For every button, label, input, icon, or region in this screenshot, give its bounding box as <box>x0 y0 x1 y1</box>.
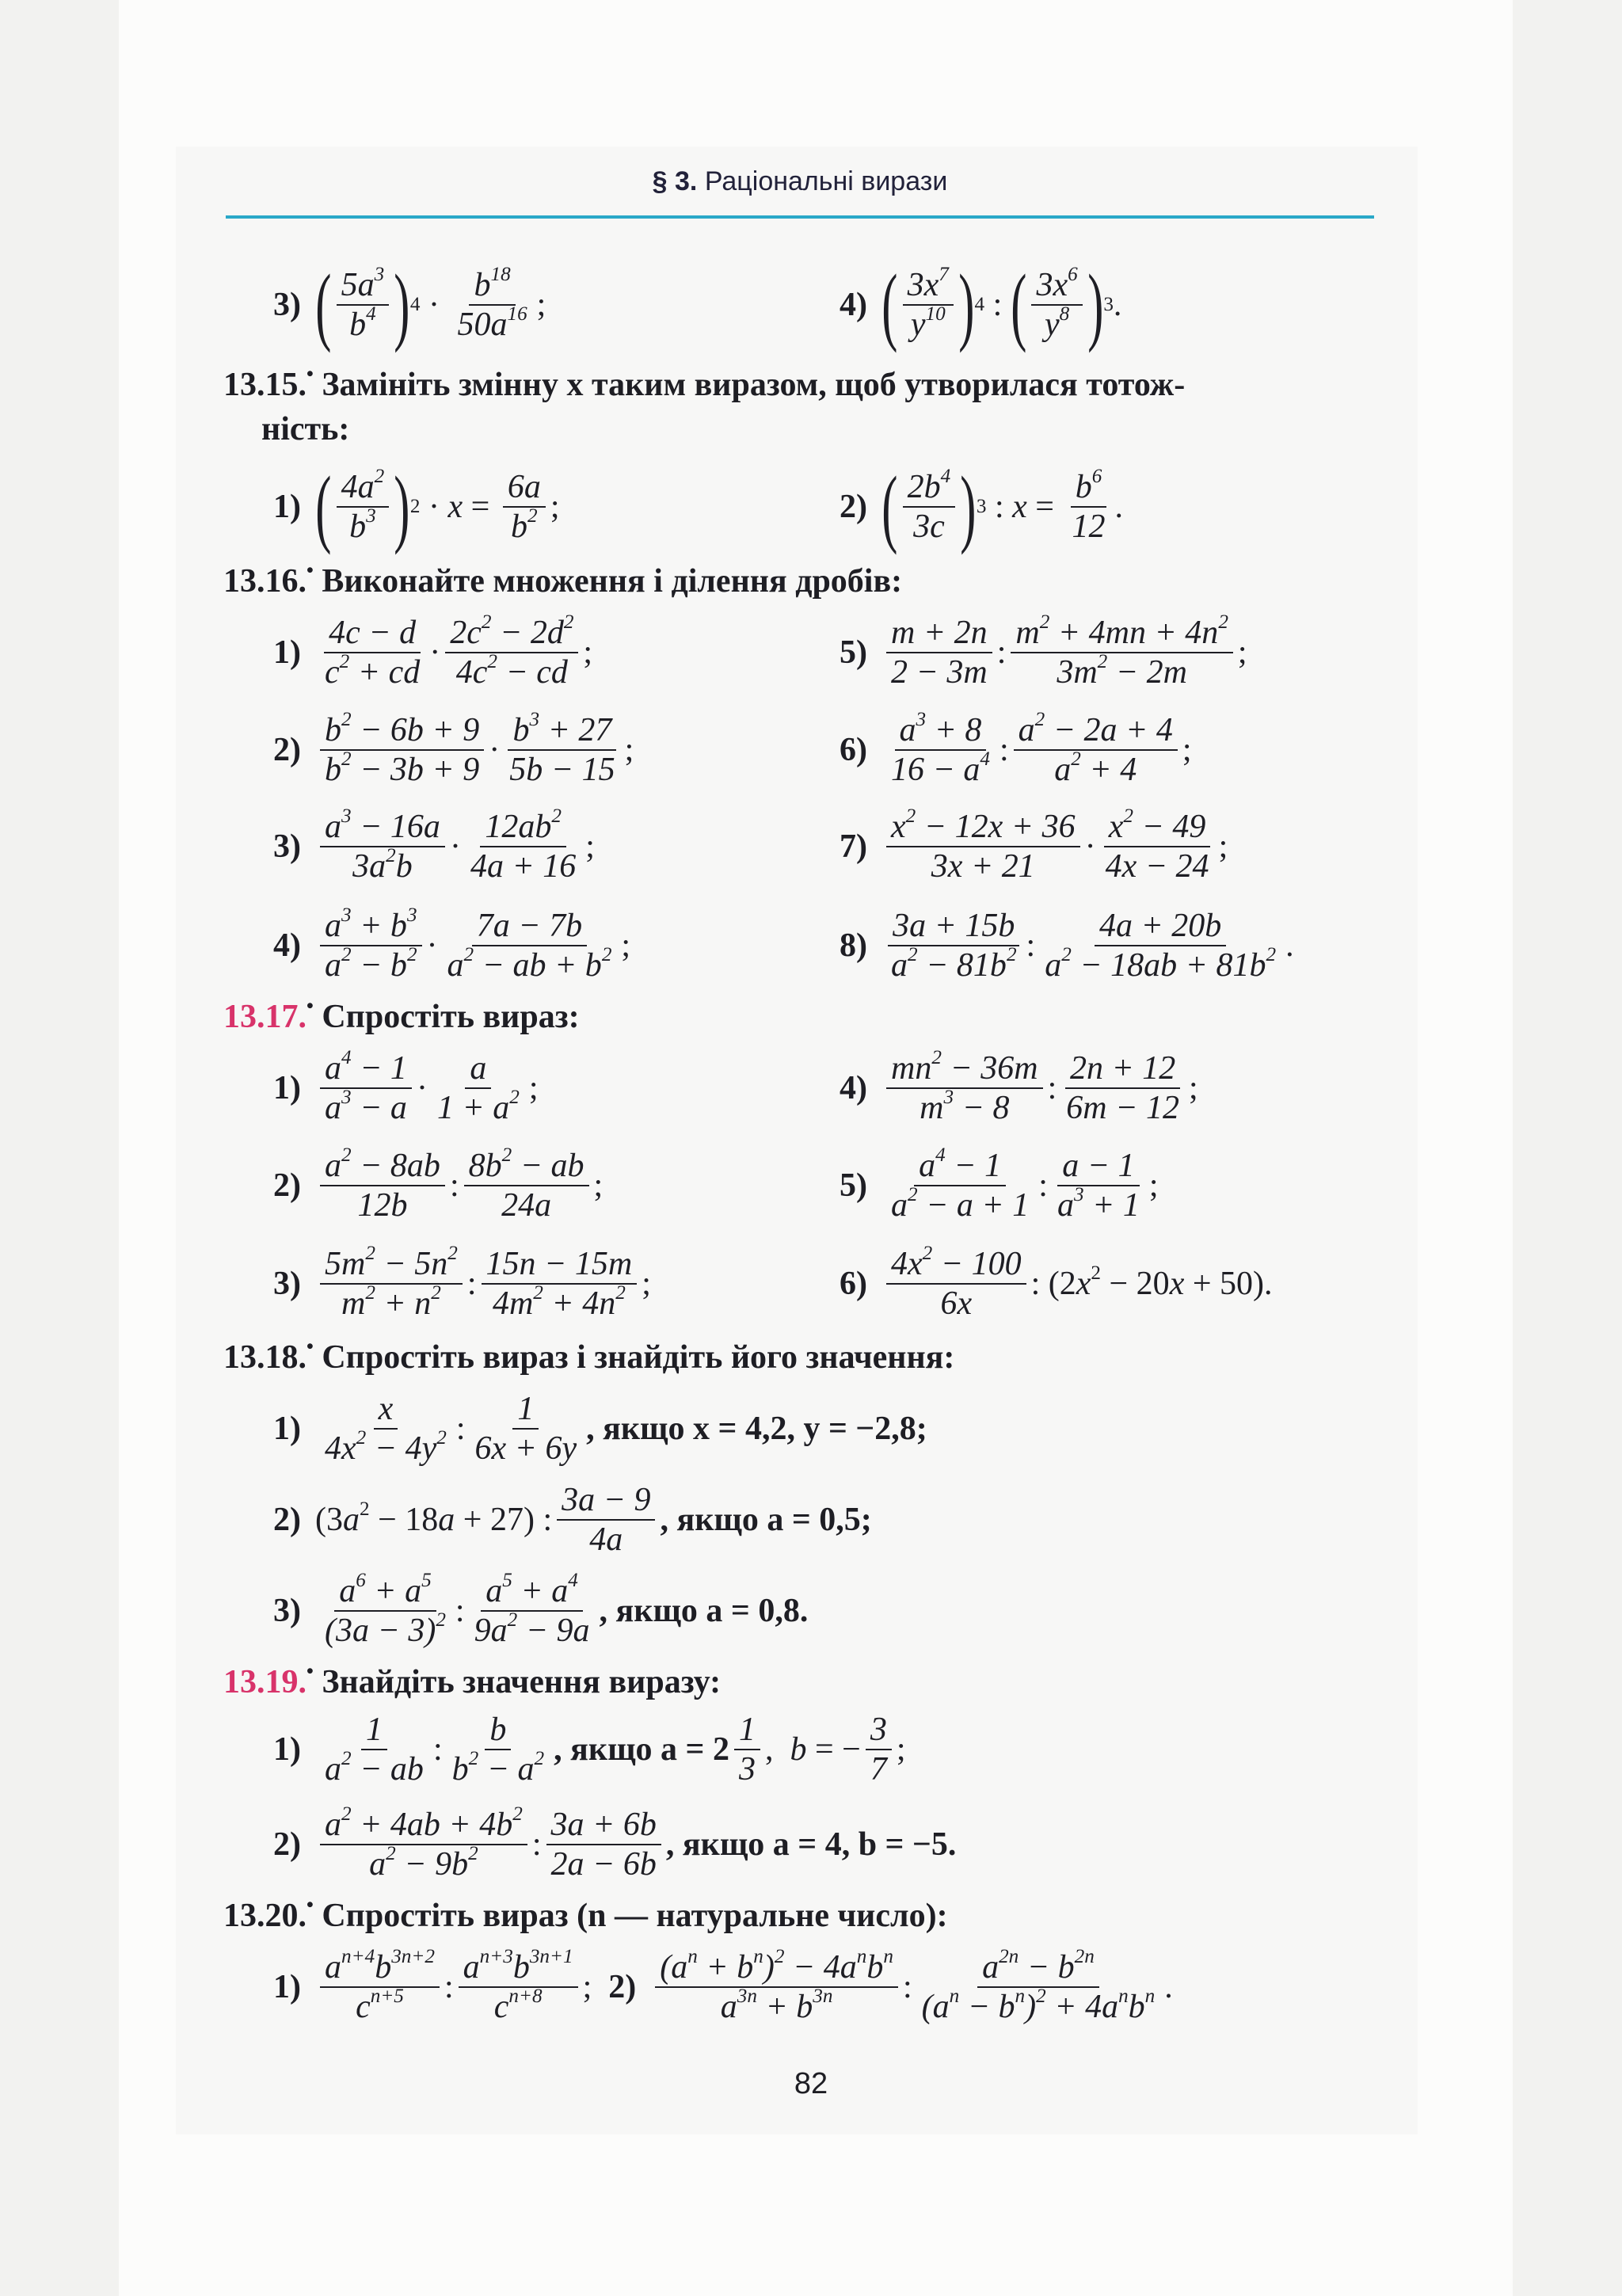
task-13-16: 13.16.• Виконайте множення і ділення дробів: <box>223 560 903 600</box>
expr-13-17-3: 3) $\frac{5m^2 - 5n^2}{m^2 + n^2}$ : $\frac{15n - 15m}{4m^2 + 4n^2}$ ; <box>273 1243 651 1323</box>
expr-13-20: 1) $\frac{a^{n+4}b^{3n+2}}{c^{n+5}}$ : $\frac{a^{n+3}b^{3n+1}}{c^{n+8}}$ ; 2) $\frac{(a^n + b^n)^2 - 4a^nb^n}{a^{3n} + b^{3n}}$ : $\frac{a^{2n} - b^{2n}}{(a^n - b^n)^2 + 4a^nb^n}$ . <box>273 1946 1173 2026</box>
expr-13-17-5: 5) $\frac{a^4 - 1}{a^2 - a + 1}$ : $\frac{a - 1}{a^3 + 1}$ ; <box>840 1144 1159 1224</box>
expr-13-16-7: 7) $\frac{x^2 - 12x + 36}{3x + 21}$ · $\frac{x^2 - 49}{4x - 24}$ ; <box>840 805 1228 885</box>
section-number: § 3. <box>652 166 698 196</box>
expr-13-17-2: 2) $\frac{a^2 - 8ab}{12b}$ : $\frac{8b^2 - ab}{24a}$ ; <box>273 1144 603 1224</box>
expr-13-14-4: 4) ( $\frac{3x^7}{y^{10}}$ ) 4 : ( $\frac{3x^6}{y^8}$ ) 3 . <box>840 257 1122 353</box>
expr-13-19-1: 1) $\frac{1}{a^2 - ab}$ : $\frac{b}{b^2 - a^2}$ , якщо a = 2 $\frac{1}{3}$ , b = − $\frac{3}{7}$ ; <box>273 1712 906 1788</box>
expr-13-16-2: 2) $\frac{b^2 - 6b + 9}{b^2 - 3b + 9}$ · $\frac{b^3 + 27}{5b - 15}$ ; <box>273 709 634 789</box>
expr-13-17-6: 6) $\frac{4x^2 - 100}{6x}$ : $(2x^2 - 20x + 50)$. <box>840 1243 1273 1323</box>
expr-13-16-4: 4) $\frac{a^3 + b^3}{a^2 - b^2}$ · $\frac{7a - 7b}{a^2 - ab + b^2}$ ; <box>273 904 631 984</box>
section-title: Раціональні вирази <box>704 166 948 196</box>
task-13-18: 13.18.• Спростіть вираз і знайдіть його значення: <box>223 1336 955 1376</box>
expr-13-15-1: 1) ( $\frac{4a^2}{b^3}$ ) 2 · x = $\frac{6a}{b^2}$ ; <box>273 459 560 555</box>
expr-13-16-6: 6) $\frac{a^3 + 8}{16 - a^4}$ : $\frac{a^2 - 2a + 4}{a^2 + 4}$ ; <box>840 709 1192 789</box>
task-13-17: 13.17.• Спростіть вираз: <box>223 996 580 1035</box>
expr-13-14-3: 3) ( $\frac{5a^3}{b^4}$ ) 4 · $\frac{b^{18}}{50a^{16}}$ ; <box>273 257 546 353</box>
running-header <box>226 166 1374 197</box>
expr-13-18-3: 3) $\frac{a^6 + a^5}{(3a - 3)^2}$ : $\frac{a^5 + a^4}{9a^2 - 9a}$ , якщо a = 0,8. <box>273 1570 809 1650</box>
task-13-15-cont: ність: <box>261 411 350 447</box>
task-13-15: 13.15.• Замініть змінну x таким виразом, щоб утворилася тотож- <box>223 364 1186 403</box>
expr-13-16-1: 1) $\frac{4c - d}{c^2 + cd}$ · $\frac{2c^2 - 2d^2}{4c^2 - cd}$ ; <box>273 611 593 691</box>
expr-13-19-2: 2) $\frac{a^2 + 4ab + 4b^2}{a^2 - 9b^2}$ : $\frac{3a + 6b}{2a - 6b}$ , якщо a = 4, b = −5. <box>273 1803 957 1883</box>
expr-13-18-1: 1) $\frac{x}{4x^2 - 4y^2}$ : $\frac{1}{6x + 6y}$ , якщо x = 4,2, y = −2,8; <box>273 1391 927 1468</box>
expr-13-18-2: 2) $(3a^2 - 18a + 27)$ : $\frac{3a - 9}{4a}$ , якщо a = 0,5; <box>273 1482 872 1559</box>
task-13-20: 13.20.• Спростіть вираз (n — натуральне число): <box>223 1894 948 1934</box>
expr-13-16-8: 8) $\frac{3a + 15b}{a^2 - 81b^2}$ : $\frac{4a + 20b}{a^2 - 18ab + 81b^2}$ . <box>840 908 1294 984</box>
header-rule <box>226 215 1374 219</box>
expr-13-17-4: 4) $\frac{mn^2 - 36m}{m^3 - 8}$ : $\frac{2n + 12}{6m - 12}$ ; <box>840 1047 1198 1127</box>
page-number: 82 <box>794 2067 828 2100</box>
expr-13-17-1: 1) $\frac{a^4 - 1}{a^3 - a}$ · $\frac{a}{1 + a^2}$ ; <box>273 1047 539 1127</box>
expr-13-16-5: 5) $\frac{m + 2n}{2 - 3m}$ : $\frac{m^2 + 4mn + 4n^2}{3m^2 - 2m}$ ; <box>840 611 1247 691</box>
expr-13-15-2: 2) ( $\frac{2b^4}{3c}$ ) 3 : x = $\frac{b^6}{12}$ . <box>840 459 1123 555</box>
task-13-19: 13.19.• Знайдіть значення виразу: <box>223 1661 722 1700</box>
expr-13-16-3: 3) $\frac{a^3 - 16a}{3a^2b}$ · $\frac{12ab^2}{4a + 16}$ ; <box>273 805 595 885</box>
